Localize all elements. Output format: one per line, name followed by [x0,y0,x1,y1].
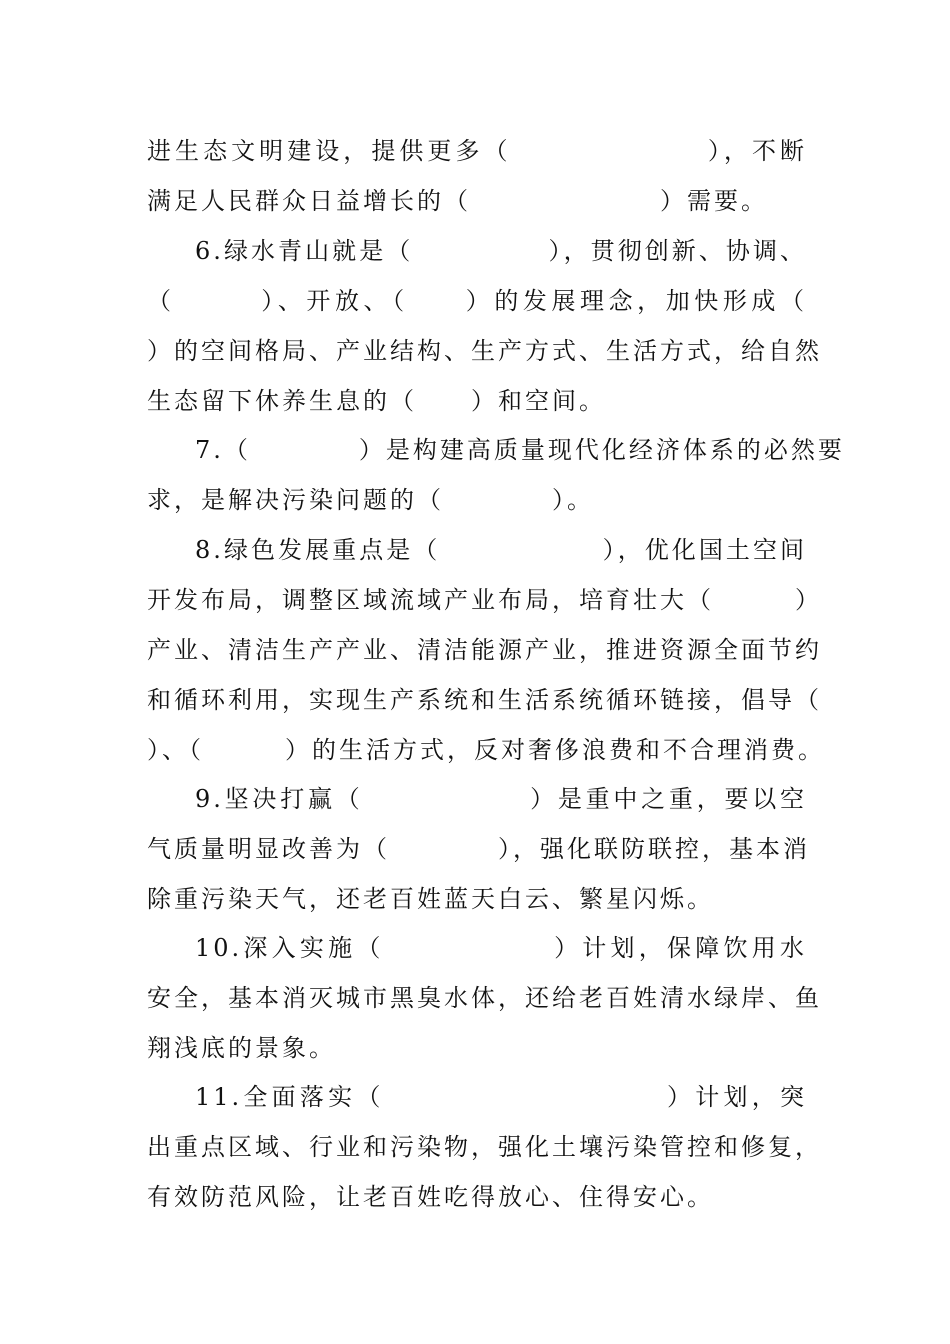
question-6: 6.绿水青山就是（ ），贯彻创新、协调、 [195,237,807,265]
question-11: 11.全面落实（ ）计划，突 [195,1083,807,1111]
text-line: 满足人民群众日益增长的（ ）需要。 [147,187,768,215]
text-line: 产业、清洁生产产业、清洁能源产业，推进资源全面节约 [147,636,822,664]
text-line: （ ）、开放、（ ）的发展理念，加快形成（ [147,287,807,315]
text-line: 生态留下休养生息的（ ）和空间。 [147,387,606,415]
question-8: 8.绿色发展重点是（ ），优化国土空间 [195,536,807,564]
text-line: 翔浅底的景象。 [147,1034,336,1062]
question-9: 9.坚决打赢（ ）是重中之重，要以空 [195,785,807,813]
text-line: 有效防范风险，让老百姓吃得放心、住得安心。 [147,1183,714,1211]
text-line: 出重点区域、行业和污染物，强化土壤污染管控和修复， [147,1133,822,1161]
text-line: ）、（ ）的生活方式，反对奢侈浪费和不合理消费。 [147,736,825,764]
text-line: 安全，基本消灭城市黑臭水体，还给老百姓清水绿岸、鱼 [147,984,822,1012]
text-line: 求，是解决污染问题的（ ）。 [147,486,594,514]
text-line: 除重污染天气，还老百姓蓝天白云、繁星闪烁。 [147,885,714,913]
text-line: ）的空间格局、产业结构、生产方式、生活方式，给自然 [147,337,822,365]
text-line: 开发布局，调整区域流域产业布局，培育壮大（ ） [147,586,822,614]
question-7: 7.（ ）是构建高质量现代化经济体系的必然要 [195,436,845,464]
question-10: 10.深入实施（ ）计划，保障饮用水 [195,934,807,962]
text-line: 气质量明显改善为（ ），强化联防联控，基本消 [147,835,810,863]
text-line: 进生态文明建设，提供更多（ ），不断 [147,137,807,165]
text-line: 和循环利用，实现生产系统和生活系统循环链接，倡导（ [147,686,822,714]
